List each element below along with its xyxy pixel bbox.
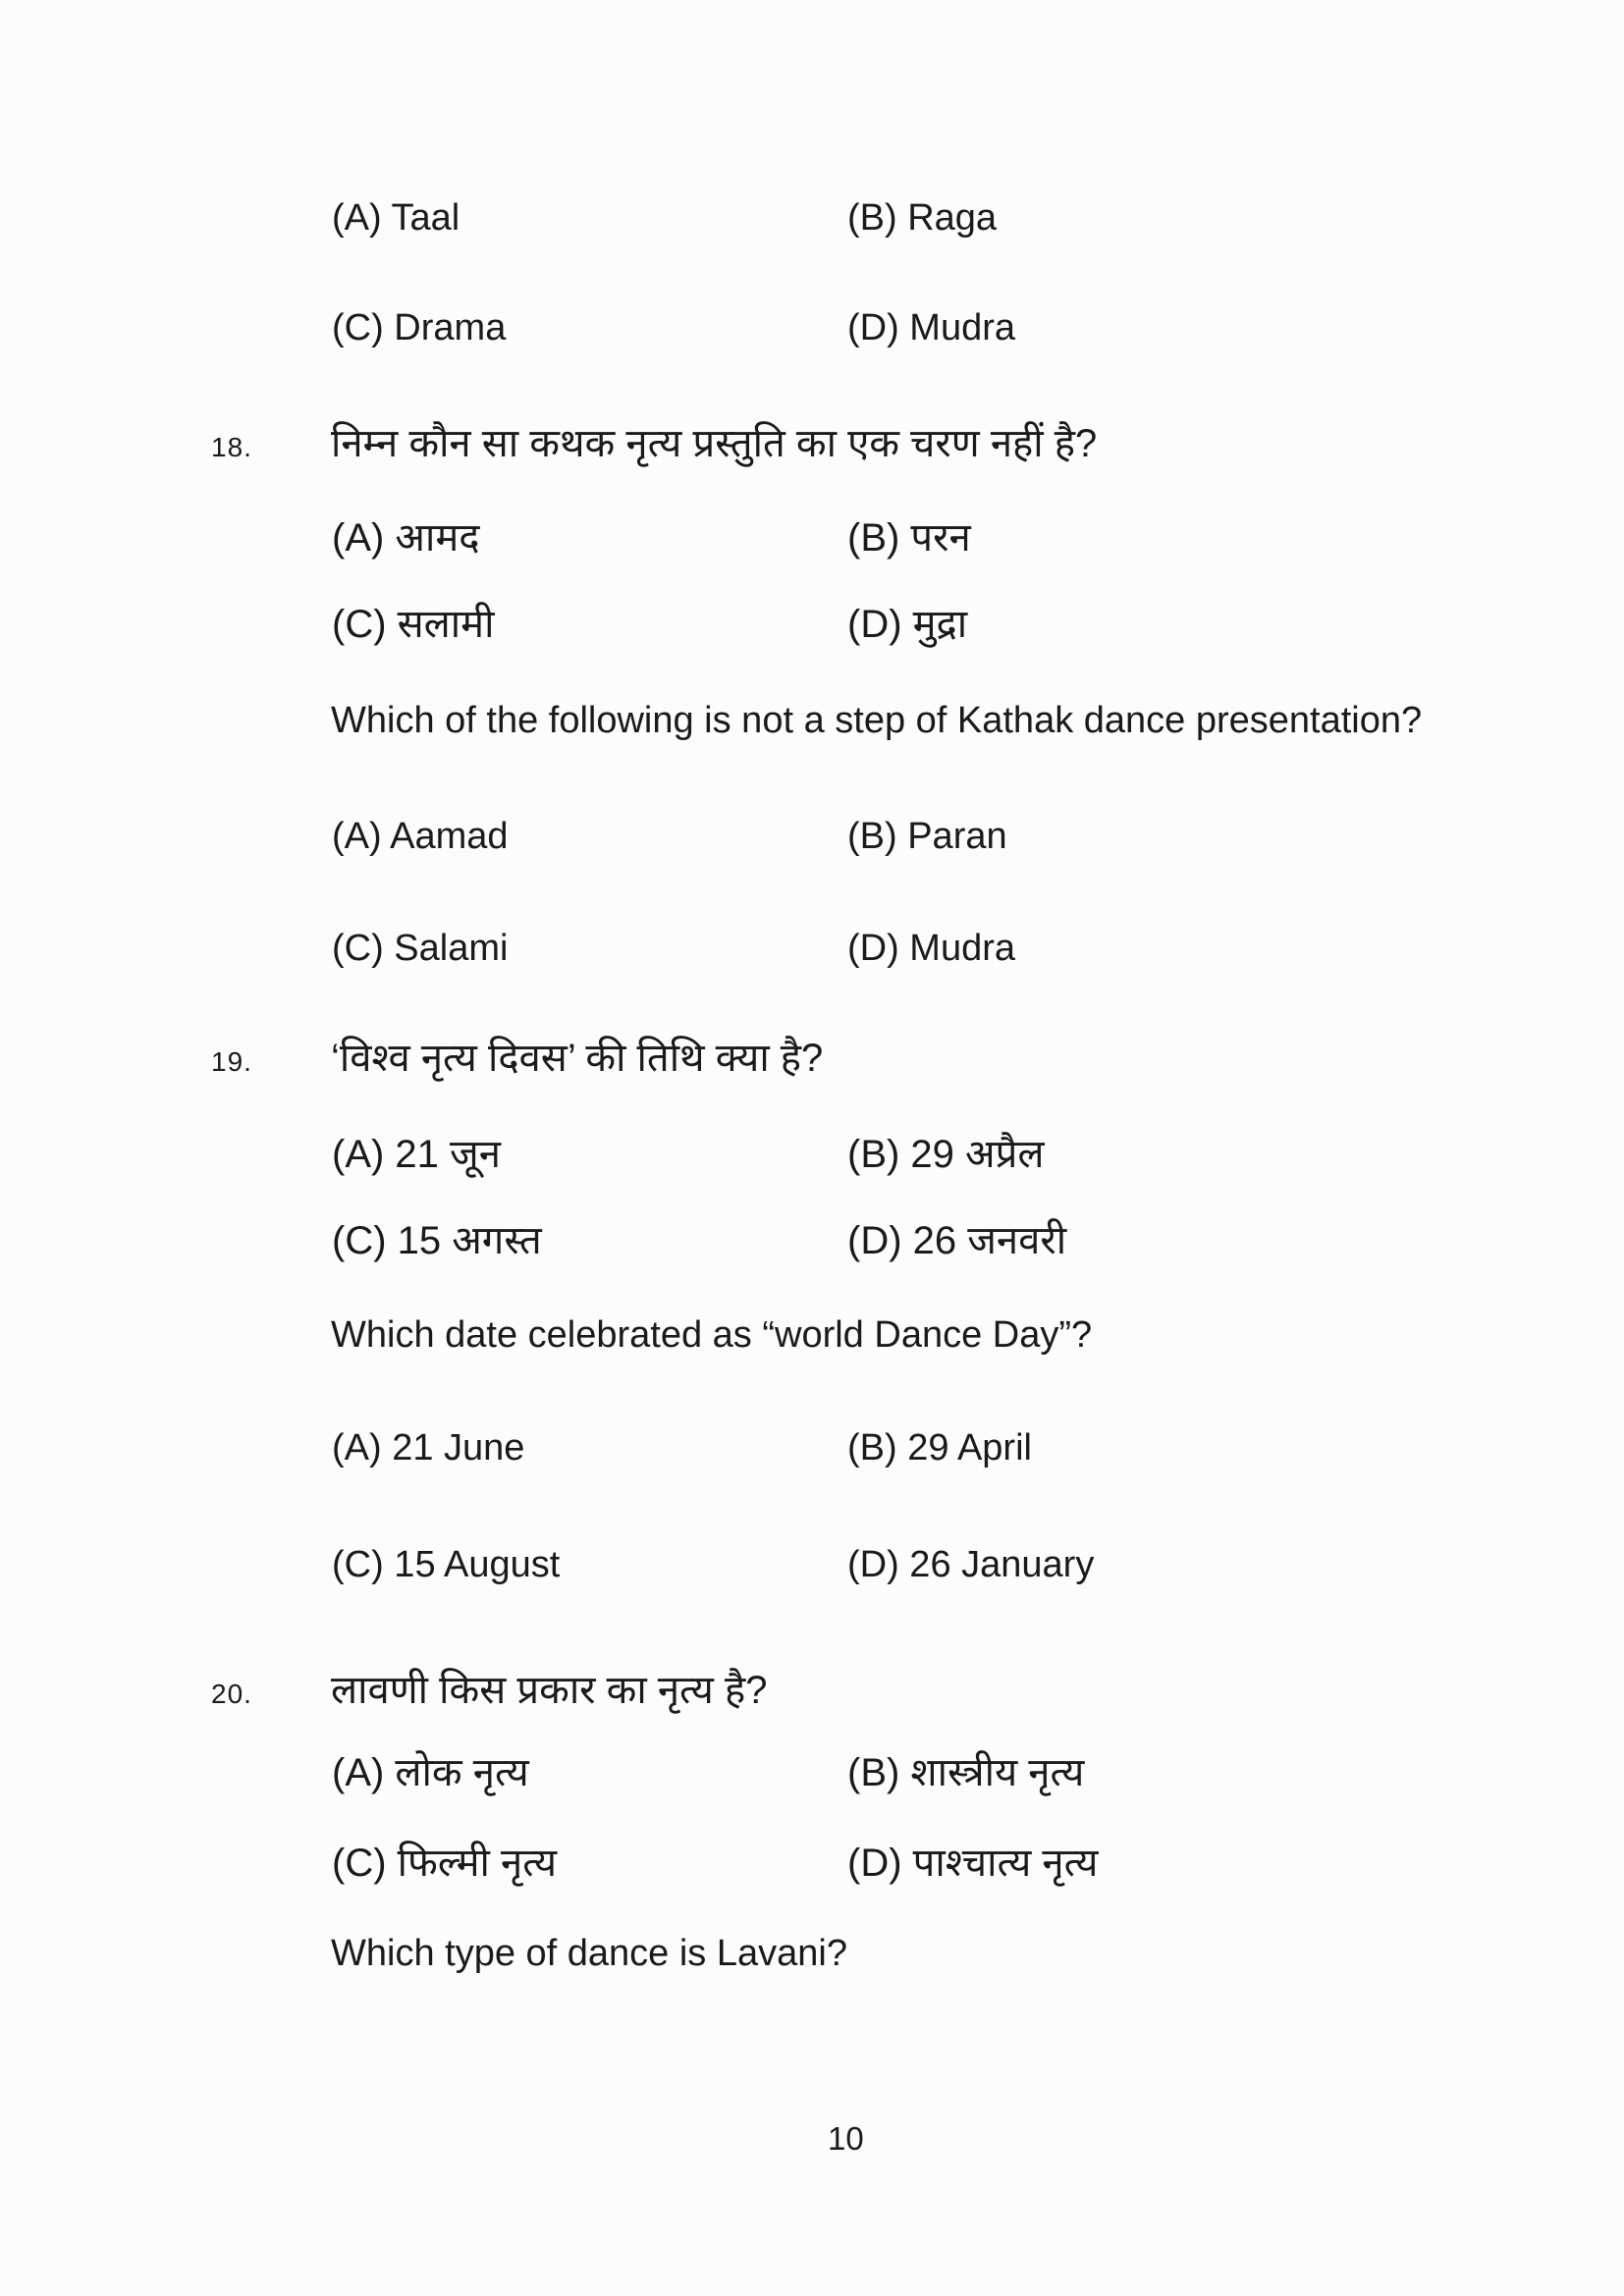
prev-option-a: (A) Taal <box>332 197 460 239</box>
q20-hindi-option-d: (D) पाश्चात्य नृत्य <box>847 1842 1099 1885</box>
q18-english-option-a: (A) Aamad <box>332 816 509 857</box>
q18-hindi-option-b: (B) परन <box>847 516 971 560</box>
q19-hindi-option-c: (C) 15 अगस्त <box>332 1219 542 1262</box>
q19-english-option-d: (D) 26 January <box>847 1544 1095 1585</box>
q20-english-question: Which type of dance is Lavani? <box>331 1933 847 1974</box>
q18-hindi-option-a: (A) आमद <box>332 516 480 560</box>
q20-hindi-option-a: (A) लोक नृत्य <box>332 1751 529 1794</box>
q20-hindi-option-b: (B) शास्त्रीय नृत्य <box>847 1751 1085 1794</box>
q19-hindi-option-b: (B) 29 अप्रैल <box>847 1133 1045 1176</box>
q18-english-option-d: (D) Mudra <box>847 928 1016 969</box>
q19-hindi-option-a: (A) 21 जून <box>332 1133 501 1176</box>
q19-english-option-b: (B) 29 April <box>847 1427 1032 1468</box>
q19-number: 19. <box>211 1046 252 1077</box>
q20-number: 20. <box>211 1679 252 1709</box>
q18-hindi-question: निम्न कौन सा कथक नृत्य प्रस्तुति का एक चरण नहीं है? <box>331 422 1098 465</box>
prev-option-d: (D) Mudra <box>847 307 1016 348</box>
q18-english-option-c: (C) Salami <box>332 928 509 969</box>
q18-english-question: Which of the following is not a step of Kathak dance presentation? <box>331 700 1423 741</box>
prev-option-b: (B) Raga <box>847 197 998 239</box>
prev-option-c: (C) Drama <box>332 307 507 348</box>
q19-english-question: Which date celebrated as “world Dance Day”? <box>331 1314 1093 1356</box>
q19-english-option-c: (C) 15 August <box>332 1544 561 1585</box>
page-number: 10 <box>828 2120 864 2157</box>
q20-hindi-question: लावणी किस प्रकार का नृत्य है? <box>331 1669 768 1712</box>
q18-number: 18. <box>211 432 252 462</box>
q18-hindi-option-d: (D) मुद्रा <box>847 603 968 646</box>
q19-hindi-option-d: (D) 26 जनवरी <box>847 1219 1067 1262</box>
q18-english-option-b: (B) Paran <box>847 816 1007 857</box>
q19-hindi-question: ‘विश्व नृत्य दिवस’ की तिथि क्या है? <box>331 1037 824 1080</box>
q18-hindi-option-c: (C) सलामी <box>332 603 495 646</box>
q20-hindi-option-c: (C) फिल्मी नृत्य <box>332 1842 558 1885</box>
q19-english-option-a: (A) 21 June <box>332 1427 525 1468</box>
